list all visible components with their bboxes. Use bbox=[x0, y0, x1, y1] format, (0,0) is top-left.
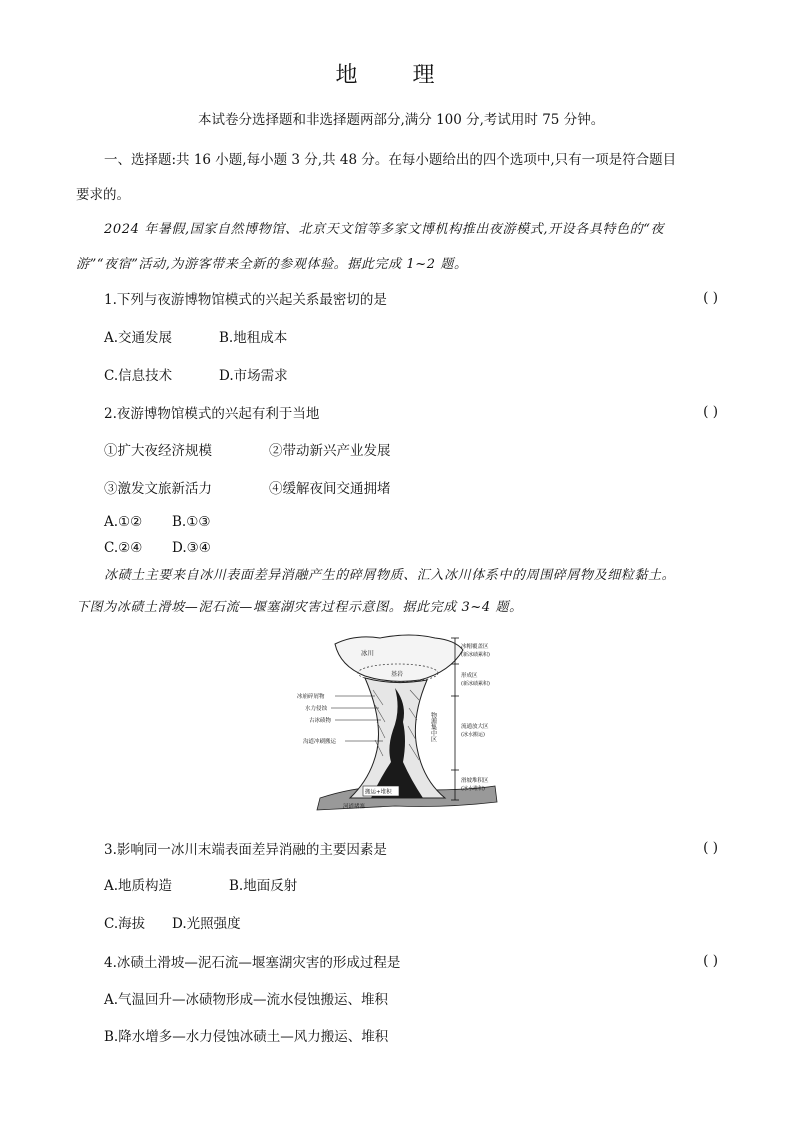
option-a[interactable]: A.①② bbox=[104, 514, 143, 530]
answer-paren-1: ( ) bbox=[703, 290, 718, 306]
label-transport-deposit: 搬运+堆积 bbox=[365, 789, 392, 796]
question-2-options-row1 bbox=[104, 512, 210, 532]
section-instruction-line1: 一、选择题:共 16 小题,每小题 3 分,共 48 分。在每小题给出的四个选项中,只有一项是符合题目 bbox=[104, 152, 677, 168]
option-d[interactable]: D.光照强度 bbox=[172, 916, 241, 932]
zone-4-name: 滑坡堆积区 bbox=[461, 778, 489, 784]
passage2-line2: 下图为冰碛土滑坡—泥石流—堰塞湖灾害过程示意图。据此完成 3~4 题。 bbox=[76, 600, 523, 615]
statement-4: ④缓解夜间交通拥堵 bbox=[269, 481, 391, 497]
option-d[interactable]: D.③④ bbox=[172, 540, 211, 556]
zone-4-sub: (冰水堆积) bbox=[461, 786, 485, 792]
question-3-options-row1 bbox=[104, 876, 297, 896]
answer-paren-3: ( ) bbox=[703, 840, 718, 856]
option-b[interactable]: B.降水增多—水力侵蚀冰碛土—风力搬运、堆积 bbox=[104, 1029, 389, 1045]
material-source-text: 物源集中区 bbox=[429, 712, 437, 742]
option-b[interactable]: B.地租成本 bbox=[219, 330, 288, 346]
label-channel-scour: 沟道冲刷搬运 bbox=[303, 739, 337, 745]
option-b[interactable]: B.①③ bbox=[172, 514, 211, 530]
passage1-line1: 2024 年暑假,国家自然博物馆、北京天文馆等多家文博机构推出夜游模式,开设各具特色的“夜 bbox=[104, 222, 665, 237]
answer-paren-2: ( ) bbox=[703, 404, 718, 420]
question-2-items-row1 bbox=[104, 441, 391, 461]
question-2-options-row2 bbox=[104, 538, 211, 558]
statement-1: ①扩大夜经济规模 bbox=[104, 443, 212, 459]
page-title: 地 理 bbox=[335, 63, 459, 88]
question-4-stem: 4.冰碛土滑坡—泥石流—堰塞湖灾害的形成过程是 bbox=[104, 955, 401, 971]
material-source-label bbox=[430, 711, 437, 743]
option-c[interactable]: C.海拔 bbox=[104, 916, 146, 932]
question-2-items-row2 bbox=[104, 479, 391, 499]
label-ancient-moraine: 古冰碛物 bbox=[309, 718, 332, 724]
option-d[interactable]: D.市场需求 bbox=[219, 368, 288, 384]
question-1-options-row1 bbox=[104, 328, 287, 348]
bedrock-label: 基岩 bbox=[391, 671, 404, 678]
passage2-line1: 冰碛土主要来自冰川表面差异消融产生的碎屑物质、汇入冰川体系中的周围碎屑物及细粒黏土。 bbox=[104, 568, 676, 583]
option-b[interactable]: B.地面反射 bbox=[229, 878, 298, 894]
option-c[interactable]: C.②④ bbox=[104, 540, 143, 556]
label-river-block: 河道堵塞 bbox=[343, 804, 366, 810]
question-1-options-row2 bbox=[104, 366, 288, 386]
glacier-debris-flow-diagram bbox=[295, 630, 525, 812]
option-a[interactable]: A.地质构造 bbox=[104, 878, 173, 894]
statement-2: ②带动新兴产业发展 bbox=[269, 443, 391, 459]
glacier-label: 冰川 bbox=[361, 649, 374, 657]
zone-1-name: 冰帽覆盖区 bbox=[461, 644, 489, 650]
passage1-line2: 游”“夜宿”活动,为游客带来全新的参观体验。据此完成 1~2 题。 bbox=[76, 257, 468, 272]
question-1-stem: 1.下列与夜游博物馆模式的兴起关系最密切的是 bbox=[104, 292, 387, 308]
answer-paren-4: ( ) bbox=[703, 953, 718, 969]
zone-3-sub: (冰水搬运) bbox=[461, 732, 485, 738]
question-3-stem: 3.影响同一冰川末端表面差异消融的主要因素是 bbox=[104, 842, 387, 858]
zone-3-name: 流通放大区 bbox=[461, 724, 489, 730]
option-c[interactable]: C.信息技术 bbox=[104, 368, 173, 384]
zone-1-sub: (新冰碛累积) bbox=[461, 652, 490, 658]
statement-3: ③激发文旅新活力 bbox=[104, 481, 212, 497]
zone-2-name: 形成区 bbox=[461, 673, 478, 679]
label-ice-debris: 冰崩碎屑物 bbox=[297, 694, 325, 700]
label-water-erosion: 水力侵蚀 bbox=[305, 706, 328, 712]
option-a[interactable]: A.气温回升—冰碛物形成—流水侵蚀搬运、堆积 bbox=[104, 992, 389, 1008]
zone-2-sub: (新冰碛累积) bbox=[461, 681, 490, 687]
question-2-stem: 2.夜游博物馆模式的兴起有利于当地 bbox=[104, 406, 320, 422]
section-instruction-line2: 要求的。 bbox=[76, 187, 130, 203]
question-3-options-row2 bbox=[104, 914, 241, 934]
exam-intro: 本试卷分选择题和非选择题两部分,满分 100 分,考试用时 75 分钟。 bbox=[198, 112, 605, 128]
option-a[interactable]: A.交通发展 bbox=[104, 330, 173, 346]
